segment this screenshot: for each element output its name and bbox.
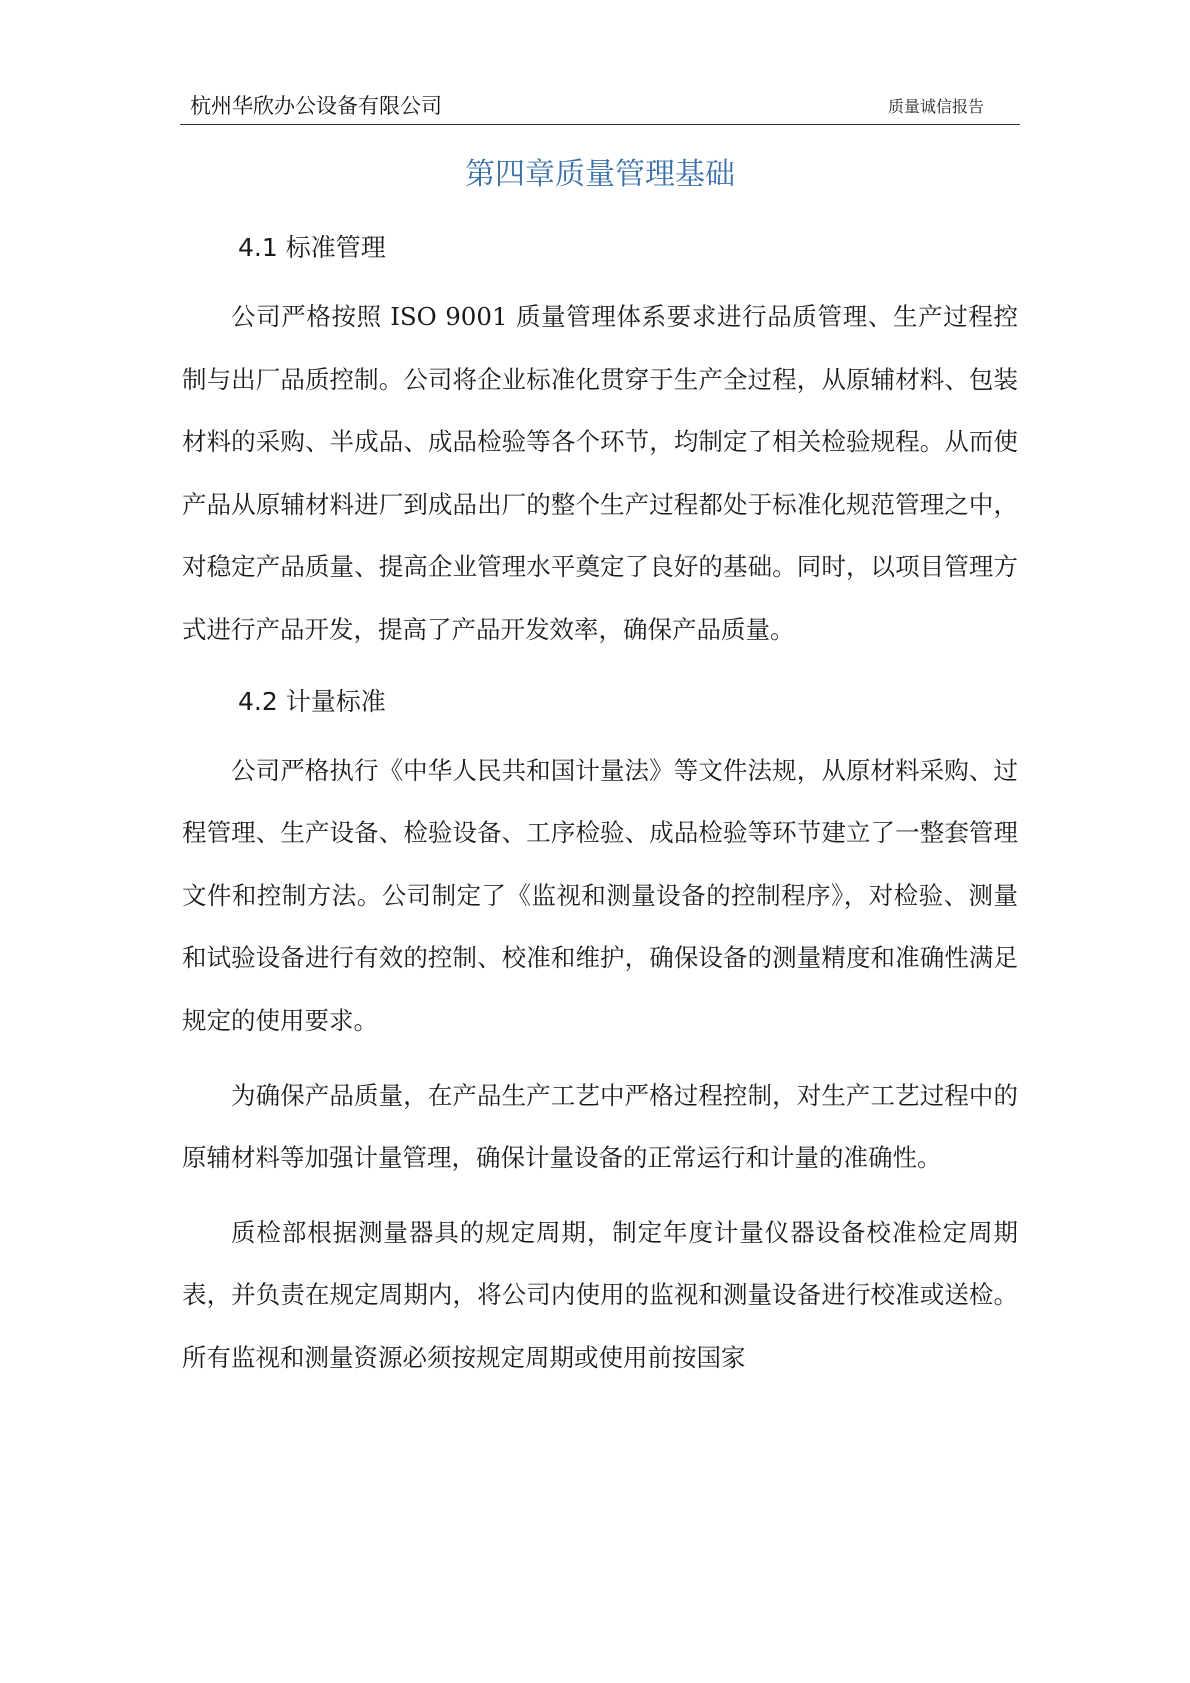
header-report-title: 质量诚信报告: [887, 97, 984, 116]
header-company-name: 杭州华欣办公设备有限公司: [190, 94, 442, 118]
paragraph-4-1-1: 公司严格按照 ISO 9001 质量管理体系要求进行品质管理、生产过程控制与出厂品质控制。公司将企业标准化贯穿于生产全过程，从原辅材料、包装材料的采购、半成品、成品检验等各个环节，均制定了相关检验规程。从而使产品从原辅材料进厂到成品出厂的整个生产过程都处于标准化规范管理之中，对稳定产品质量、提高企业管理水平奠定了良好的基础。同时，以项目管理方式进行产品开发，提高了产品开发效率，确保产品质量。: [182, 302, 1018, 644]
paragraph-4-2-1: 公司严格执行《中华人民共和国计量法》等文件法规，从原材料采购、过程管理、生产设备、检验设备、工序检验、成品检验等环节建立了一整套管理文件和控制方法。公司制定了《监视和测量设备的控制程序》，对检验、测量和试验设备进行有效的控制、校准和维护，确保设备的测量精度和准确性满足规定的使用要求。: [182, 755, 1018, 1035]
chapter-title: 第四章质量管理基础: [465, 157, 735, 192]
page-header: [180, 92, 1020, 125]
paragraph-4-2-3: 质检部根据测量器具的规定周期，制定年度计量仪器设备校准检定周期表，并负责在规定周期内，将公司内使用的监视和测量设备进行校准或送检。所有监视和测量资源必须按规定周期或使用前按国家: [182, 1217, 1018, 1372]
document-body: [182, 220, 1018, 1402]
section-heading-4-2: 4.2 计量标准: [238, 686, 386, 716]
section-heading-4-1: 4.1 标准管理: [238, 233, 386, 262]
paragraph-4-2-2: 为确保产品质量，在产品生产工艺中严格过程控制，对生产工艺过程中的原辅材料等加强计量管理，确保计量设备的正常运行和计量的准确性。: [182, 1080, 1018, 1173]
